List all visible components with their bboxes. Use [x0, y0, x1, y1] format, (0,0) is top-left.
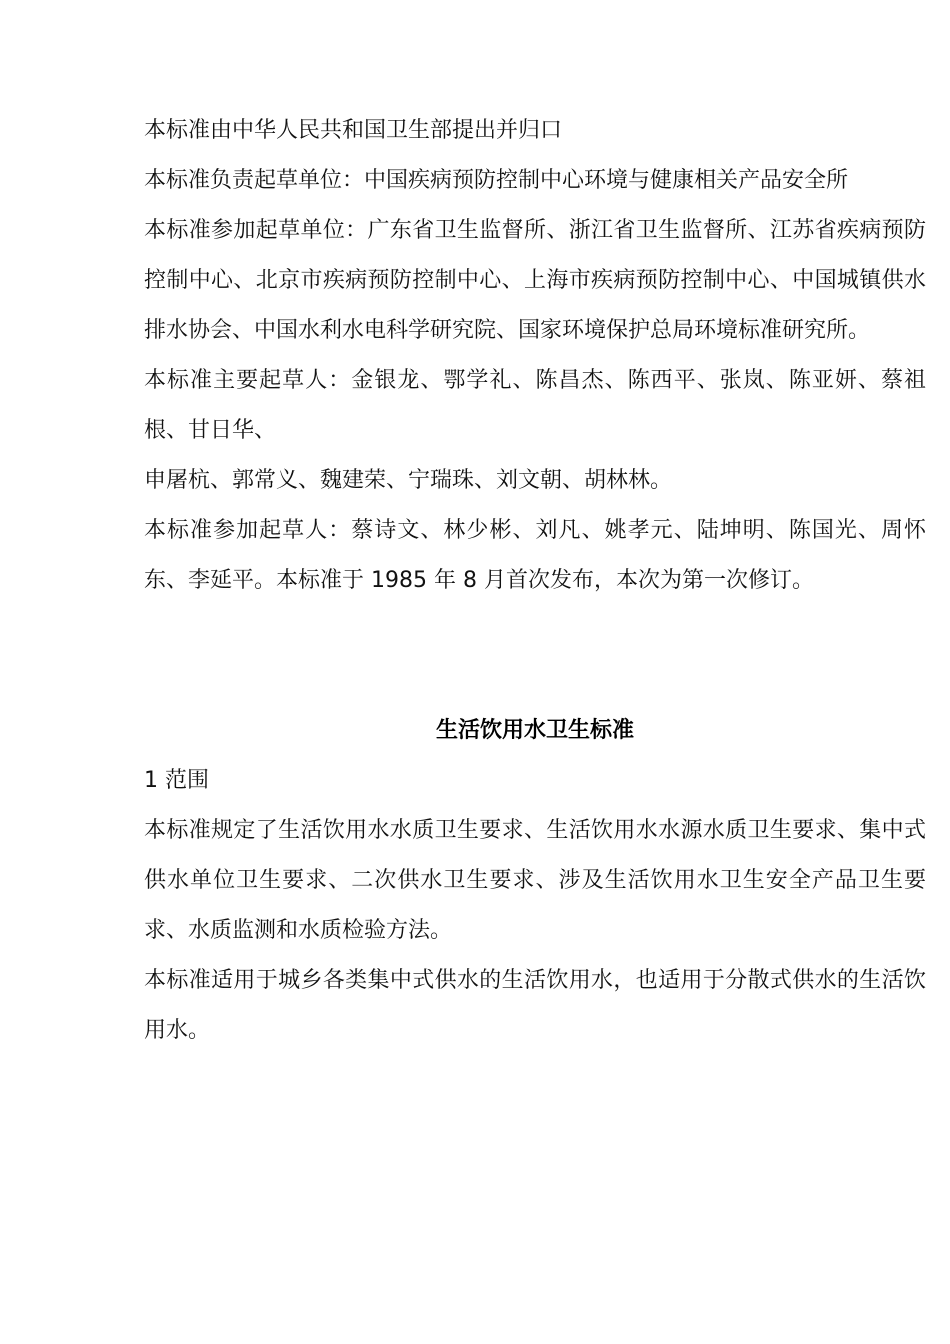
lead-drafting-unit-paragraph: 本标准负责起草单位：中国疾病预防控制中心环境与健康相关产品安全所 [144, 168, 849, 193]
main-drafters-paragraph: 本标准主要起草人：金银龙、鄂学礼、陈昌杰、陈西平、张岚、陈亚妍、蔡祖根、甘日华、 [144, 368, 926, 443]
front-matter [144, 0, 926, 606]
proposer-paragraph: 本标准由中华人民共和国卫生部提出并归口 [144, 118, 563, 143]
participating-units-paragraph: 本标准参加起草单位：广东省卫生监督所、浙江省卫生监督所、江苏省疾病预防控制中心、北京市疾病预防控制中心、上海市疾病预防控制中心、中国城镇供水排水协会、中国水利水电科学研究院、国家环境保护总局环境标准研究所。 [144, 218, 926, 343]
participating-drafters-paragraph: 本标准参加起草人：蔡诗文、林少彬、刘凡、姚孝元、陆坤明、陈国光、周怀东、李延平。本标准于 1985 年 8 月首次发布，本次为第一次修订。 [144, 518, 926, 593]
document-title: 生活饮用水卫生标准 [435, 718, 634, 743]
section-heading-scope: 1 范围 [144, 768, 209, 793]
scope-paragraph-1: 本标准规定了生活饮用水水质卫生要求、生活饮用水水源水质卫生要求、集中式供水单位卫生要求、二次供水卫生要求、涉及生活饮用水卫生安全产品卫生要求、水质监测和水质检验方法。 [144, 818, 926, 943]
main-drafters-continued-paragraph: 申屠杭、郭常义、魏建荣、宁瑞珠、刘文朝、胡林林。 [144, 468, 673, 493]
document-page [144, 0, 926, 1056]
scope-paragraph-2: 本标准适用于城乡各类集中式供水的生活饮用水，也适用于分散式供水的生活饮用水。 [144, 968, 926, 1043]
